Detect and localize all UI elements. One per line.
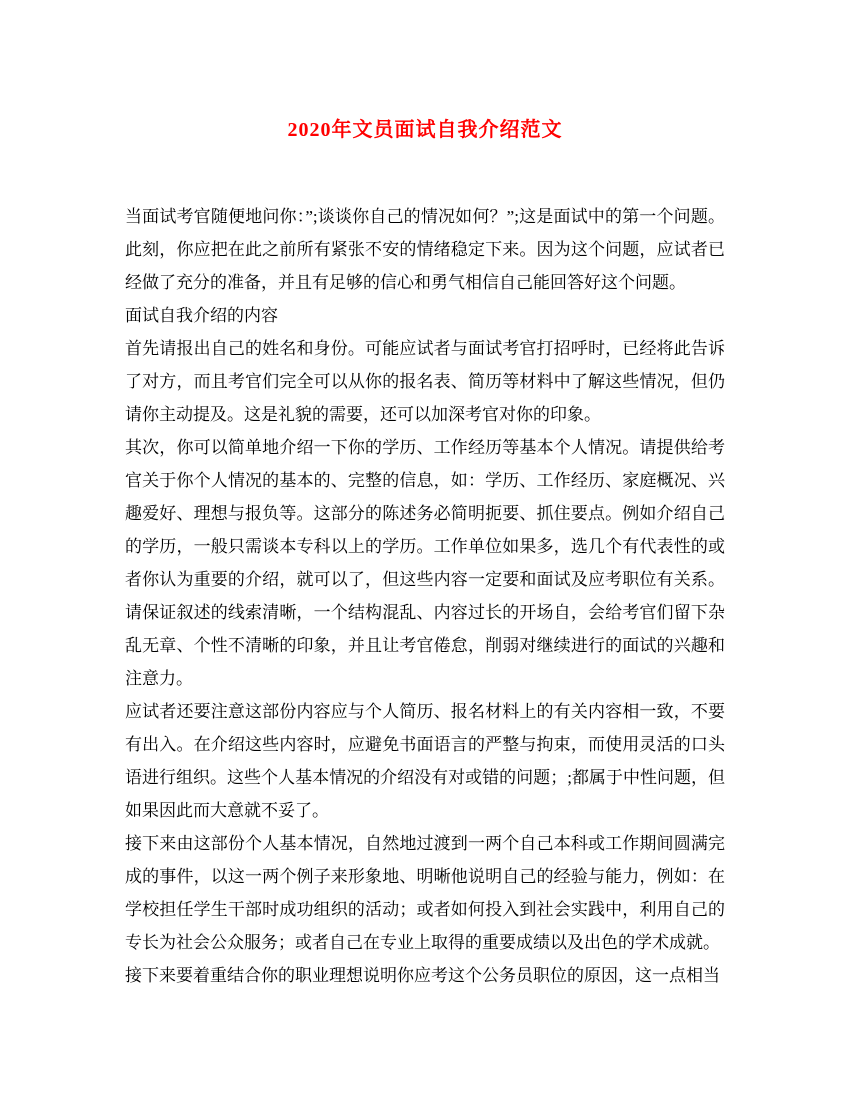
document-title: 2020年文员面试自我介绍范文: [287, 119, 563, 141]
paragraph: 当面试考官随便地问你：”;谈谈你自己的情况如何？”;这是面试中的第一个问题。此刻，你应把在此之前所有紧张不安的情绪稳定下来。因为这个问题，应试者已经做了充分的准备，并且有足够的信心和勇气相信自己能回答好这个问题。: [125, 207, 725, 292]
document-body: [125, 200, 725, 992]
paragraph: 应试者还要注意这部份内容应与个人简历、报名材料上的有关内容相一致，不要有出入。在介绍这些内容时，应避免书面语言的严整与拘束，而使用灵活的口头语进行组织。这些个人基本情况的介绍没有对或错的问题；;都属于中性问题，但如果因此而大意就不妥了。: [125, 702, 725, 820]
paragraph: 首先请报出自己的姓名和身份。可能应试者与面试考官打招呼时，已经将此告诉了对方，而且考官们完全可以从你的报名表、简历等材料中了解这些情况，但仍请你主动提及。这是礼貌的需要，还可以加深考官对你的印象。: [125, 339, 725, 424]
paragraph: 面试自我介绍的内容: [125, 306, 278, 325]
paragraph: 接下来要着重结合你的职业理想说明你应考这个公务员职位的原因，这一点相当: [125, 966, 720, 985]
paragraph: 接下来由这部份个人基本情况，自然地过渡到一两个自己本科或工作期间圆满完成的事件，以这一两个例子来形象地、明晰他说明自己的经验与能力，例如：在学校担任学生干部时成功组织的活动；或者如何投入到社会实践中，利用自己的专长为社会公众服务；或者自己在专业上取得的重要成绩以及出色的学术成就。: [125, 834, 725, 952]
paragraph: 其次，你可以简单地介绍一下你的学历、工作经历等基本个人情况。请提供给考官关于你个人情况的基本的、完整的信息，如：学历、工作经历、家庭概况、兴趣爱好、理想与报负等。这部分的陈述务必简明扼要、抓住要点。例如介绍自己的学历，一般只需谈本专科以上的学历。工作单位如果多，选几个有代表性的或者你认为重要的介绍，就可以了，但这些内容一定要和面试及应考职位有关系。请保证叙述的线索清晰，一个结构混乱、内容过长的开场自，会给考官们留下杂乱无章、个性不清晰的印象，并且让考官倦怠，削弱对继续进行的面试的兴趣和注意力。: [125, 438, 725, 688]
